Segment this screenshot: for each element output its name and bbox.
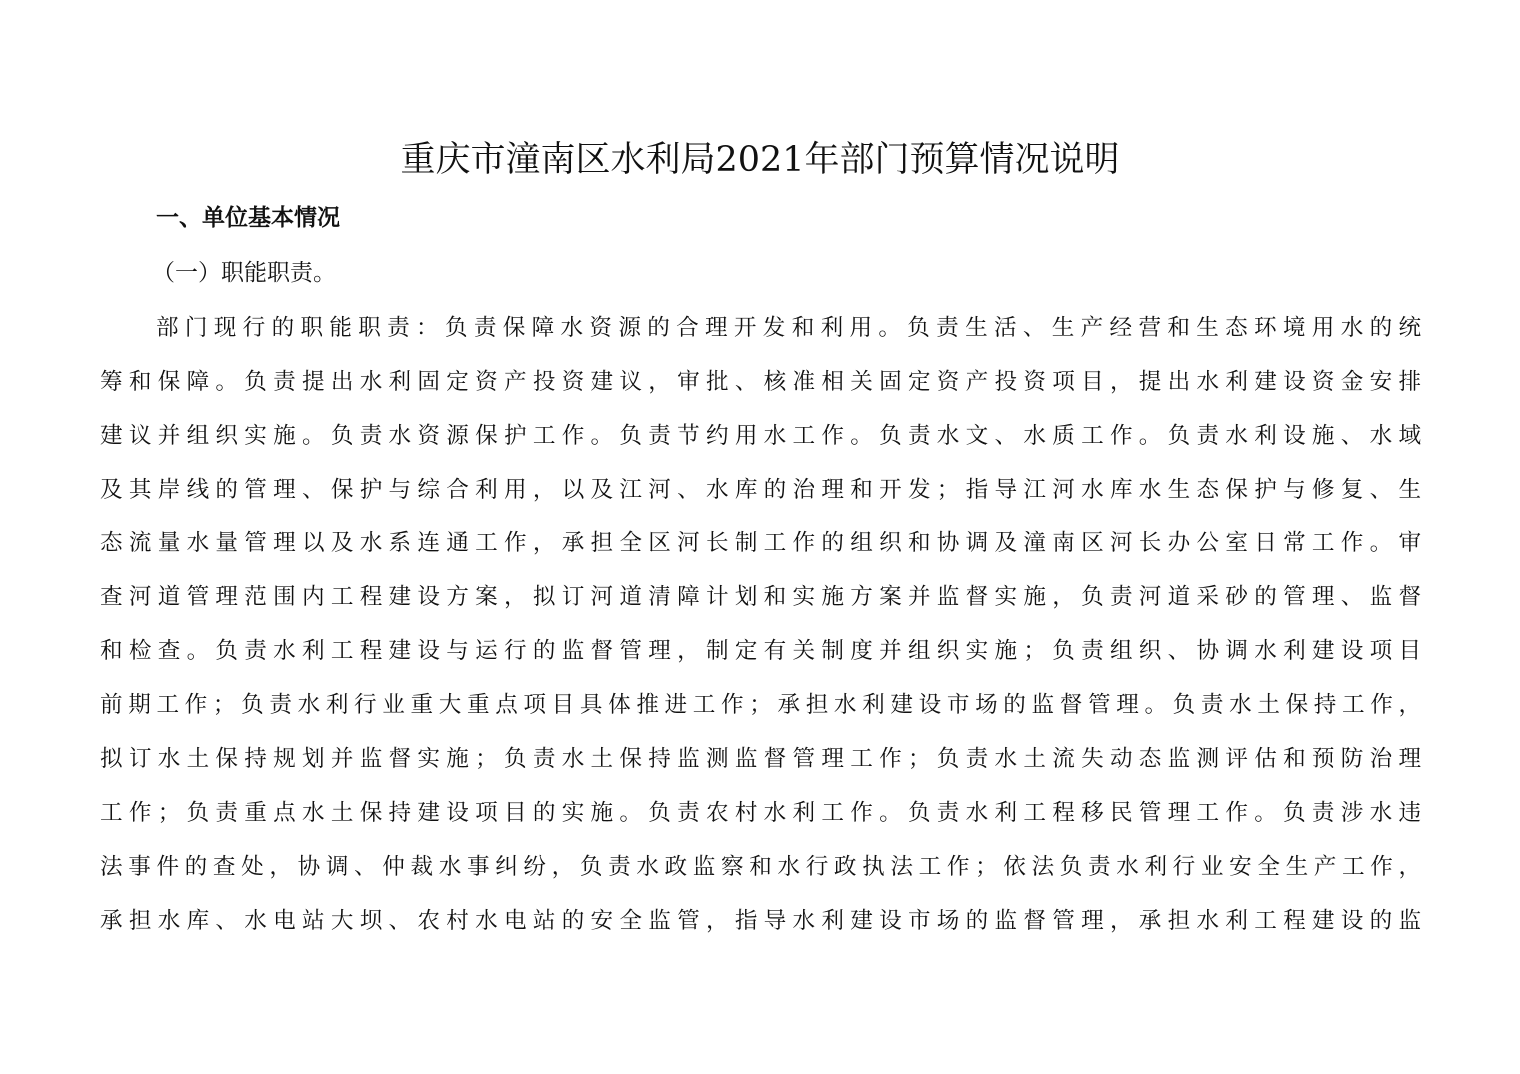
paragraph-line: 法事件的查处，协调、仲裁水事纠纷，负责水政监察和水行政执法工作；依法负责水利行业安全生产工作， xyxy=(100,854,1422,880)
paragraph-line: 和检查。负责水利工程建设与运行的监督管理，制定有关制度并组织实施；负责组织、协调水利建设项目 xyxy=(100,638,1422,664)
paragraph-line: 及其岸线的管理、保护与综合利用，以及江河、水库的治理和开发；指导江河水库水生态保护与修复、生 xyxy=(100,477,1422,503)
paragraph-line: 部门现行的职能职责：负责保障水资源的合理开发和利用。负责生活、生产经营和生态环境用水的统 xyxy=(156,315,1422,341)
paragraph-line: 建议并组织实施。负责水资源保护工作。负责节约用水工作。负责水文、水质工作。负责水利设施、水域 xyxy=(100,423,1422,449)
section-heading-unit-basic-info: 一、单位基本情况 xyxy=(156,205,340,231)
paragraph-line: 承担水库、水电站大坝、农村水电站的安全监管，指导水利建设市场的监督管理，承担水利工程建设的监 xyxy=(100,908,1422,934)
document-title: 重庆市潼南区水利局2021年部门预算情况说明 xyxy=(400,140,1120,180)
paragraph-line: 拟订水土保持规划并监督实施；负责水土保持监测监督管理工作；负责水土流失动态监测评估和预防治理 xyxy=(100,746,1422,772)
paragraph-line: 前期工作；负责水利行业重大重点项目具体推进工作；承担水利建设市场的监督管理。负责水土保持工作， xyxy=(100,692,1422,718)
paragraph-line: 筹和保障。负责提出水利固定资产投资建议，审批、核准相关固定资产投资项目，提出水利建设资金安排 xyxy=(100,369,1422,395)
paragraph-line: 工作；负责重点水土保持建设项目的实施。负责农村水利工作。负责水利工程移民管理工作。负责涉水违 xyxy=(100,800,1422,826)
paragraph-line: 查河道管理范围内工程建设方案，拟订河道清障计划和实施方案并监督实施，负责河道采砂的管理、监督 xyxy=(100,584,1422,610)
subsection-heading-functions: （一）职能职责。 xyxy=(152,260,336,286)
paragraph-line: 态流量水量管理以及水系连通工作，承担全区河长制工作的组织和协调及潼南区河长办公室日常工作。审 xyxy=(100,530,1422,556)
